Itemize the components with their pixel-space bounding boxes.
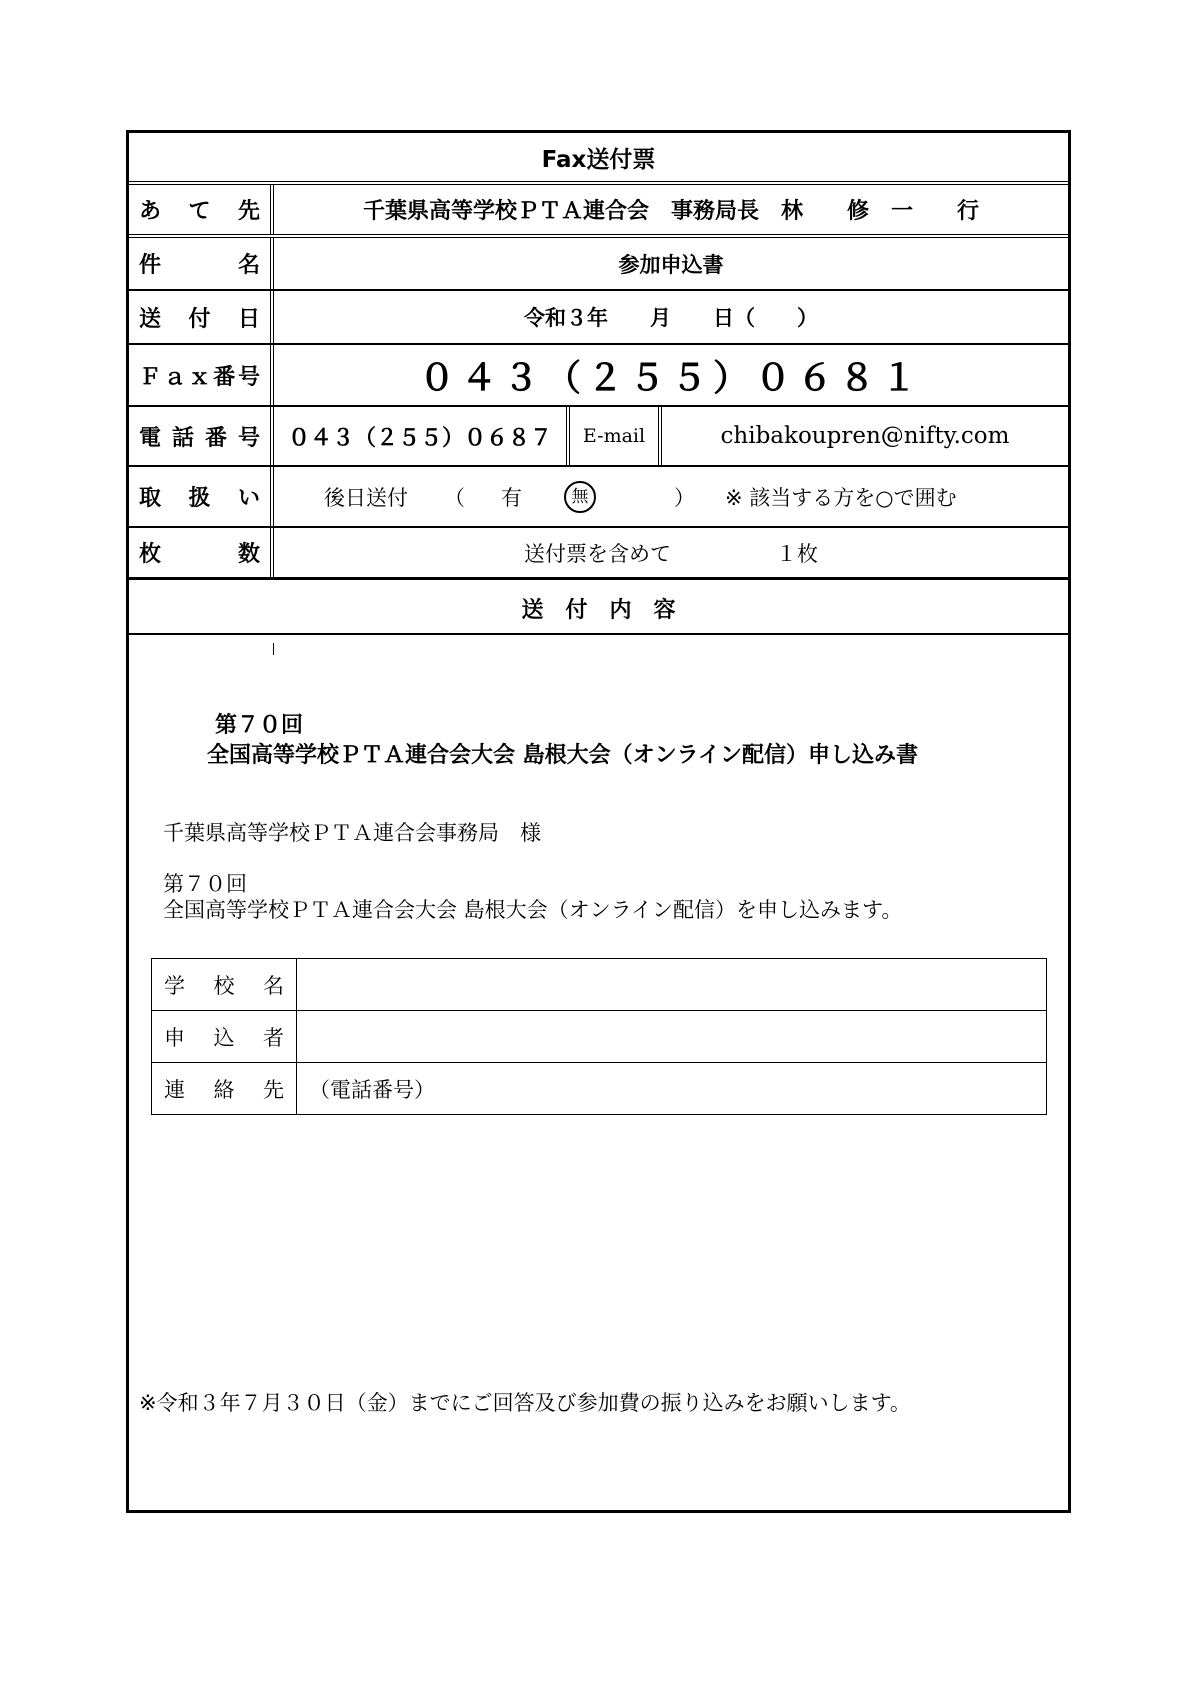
to-label [129, 185, 274, 234]
label-char: Ｆ [139, 364, 162, 390]
label-char: あ [139, 199, 162, 224]
label-char: 番 [204, 425, 227, 451]
label-char: 学 [164, 973, 185, 998]
fax-cover-sheet [126, 130, 1071, 1513]
option-yes: 有 [501, 485, 522, 510]
label-char: 枚 [139, 542, 162, 567]
table-row [152, 1011, 1047, 1063]
fax-label [129, 345, 274, 405]
label-char: 名 [263, 973, 284, 998]
label-char: 送 [139, 306, 162, 332]
handling-row [129, 467, 1068, 528]
title-row [129, 133, 1068, 185]
school-name-label [152, 959, 297, 1011]
divider-tick [273, 643, 274, 655]
handling-value [274, 467, 1068, 526]
label-char: ａ [163, 364, 186, 390]
contact-field[interactable]: （電話番号） [297, 1063, 1047, 1115]
date-row [129, 291, 1068, 345]
form-heading-line2: 全国高等学校ＰＴＡ連合会大会 島根大会（オンライン配信）申し込み書 [207, 743, 919, 768]
phone-value: ０４３（２５５）０６８７ [274, 407, 570, 465]
registration-table [151, 958, 1047, 1115]
form-body-line2: 全国高等学校ＰＴＡ連合会大会 島根大会（オンライン配信）を申し込みます。 [163, 898, 903, 922]
email-label: E-mail [570, 407, 662, 465]
label-char: い [237, 486, 260, 511]
label-char: 先 [237, 199, 260, 224]
label-char: 番 [213, 364, 236, 390]
label-char: 日 [237, 306, 260, 332]
label-char: ｘ [188, 364, 211, 390]
label-char: 件 [139, 253, 162, 278]
label-char: 話 [171, 425, 194, 451]
to-row [129, 185, 1068, 238]
contact-label [152, 1063, 297, 1115]
label-char: 数 [237, 542, 260, 567]
form-heading-line1: 第７０回 [215, 713, 304, 738]
label-char: 込 [213, 1025, 235, 1050]
to-value: 千葉県高等学校ＰＴＡ連合会 事務局長 林 修 一 行 [362, 199, 979, 224]
subject-row [129, 238, 1068, 291]
form-body-line1: 第７０回 [163, 872, 247, 896]
label-char: 取 [139, 486, 162, 511]
label-char: 校 [213, 973, 235, 998]
pages-value: 送付票を含めて １枚 [524, 541, 818, 566]
applicant-label [152, 1011, 297, 1063]
school-name-field[interactable] [297, 959, 1047, 1011]
label-char: 先 [263, 1077, 284, 1102]
content-header-row [129, 583, 1068, 635]
fax-value [274, 345, 1068, 405]
contact-label-text [164, 1074, 284, 1104]
table-row [152, 1063, 1047, 1115]
pages-label [129, 528, 274, 577]
label-char: 者 [263, 1025, 284, 1050]
label-char: 電 [139, 425, 162, 451]
table-row [152, 959, 1047, 1011]
label-char: 号 [237, 364, 260, 390]
label-char: 申 [164, 1025, 185, 1050]
form-addressee: 千葉県高等学校ＰＴＡ連合会事務局 様 [163, 821, 541, 845]
phone-row [129, 407, 1068, 467]
pages-row [129, 528, 1068, 580]
label-char: 付 [188, 306, 211, 332]
date-label [129, 291, 274, 343]
label-char: 名 [237, 253, 260, 278]
handling-open-paren: （ [444, 485, 465, 510]
applicant-label-text [164, 1022, 284, 1052]
email-value: chibakoupren@nifty.com [720, 423, 1010, 449]
handling-note: ※ 該当する方を○で囲む [725, 485, 957, 510]
option-no-circled: 無 [564, 481, 596, 513]
page-title: Fax送付票 [541, 146, 656, 173]
content-header: 送 付 内 容 [521, 597, 676, 623]
school-name-label-text [164, 970, 284, 1000]
footnote: ※令和３年７月３０日（金）までにご回答及び参加費の振り込みをお願いします。 [139, 1391, 911, 1415]
date-value: 令和３年 月 日（ ） [524, 306, 818, 330]
label-char: 扱 [188, 486, 211, 511]
handling-label [129, 467, 274, 526]
handling-prefix: 後日送付 [324, 485, 408, 510]
subject-label [129, 238, 274, 289]
label-char: て [188, 199, 211, 224]
fax-row [129, 345, 1068, 407]
phone-label [129, 407, 274, 465]
label-char: 絡 [213, 1077, 235, 1102]
label-char: 号 [237, 425, 260, 451]
subject-value: 参加申込書 [618, 252, 724, 277]
applicant-field[interactable] [297, 1011, 1047, 1063]
fax-number: ０４３（２５５）０６８１ [418, 357, 923, 399]
label-char: 連 [164, 1077, 185, 1102]
handling-close-paren: ） [674, 485, 695, 510]
